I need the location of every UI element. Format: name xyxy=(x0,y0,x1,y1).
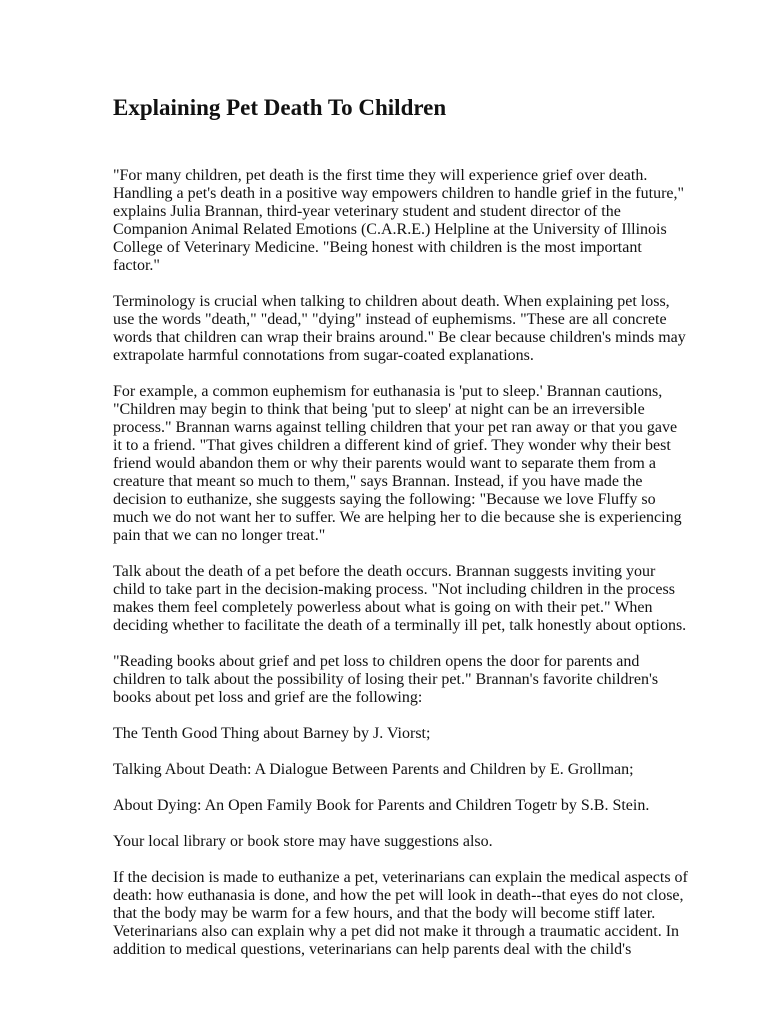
text-line: child to take part in the decision-making process. "Not including children in the process xyxy=(113,581,675,598)
document-body xyxy=(113,167,713,959)
text-line: Handling a pet's death in a positive way empowers children to handle grief in the future," xyxy=(113,185,685,202)
paragraph xyxy=(113,293,713,365)
text-line: decision to euthanize, she suggests saying the following: "Because we love Fluffy so xyxy=(113,491,656,508)
text-line: deciding whether to facilitate the death of a terminally ill pet, talk honestly about options. xyxy=(113,617,687,634)
text-line: death: how euthanasia is done, and how the pet will look in death--that eyes do not close, xyxy=(113,887,684,904)
paragraph xyxy=(113,869,713,959)
paragraph xyxy=(113,761,713,779)
paragraph xyxy=(113,563,713,635)
text-line: creature that meant so much to them," says Brannan. Instead, if you have made the xyxy=(113,473,643,490)
text-line: extrapolate harmful connotations from sugar-coated explanations. xyxy=(113,347,534,364)
text-line: that the body may be warm for a few hours, and that the body will become stiff later. xyxy=(113,905,656,922)
text-line: makes them feel completely powerless about what is going on with their pet." When xyxy=(113,599,653,616)
text-line: process." Brannan warns against telling children that your pet ran away or that you gave xyxy=(113,419,678,436)
text-line: it to a friend. "That gives children a different kind of grief. They wonder why their best xyxy=(113,437,671,454)
text-line: Your local library or book store may have suggestions also. xyxy=(113,833,493,850)
document-page xyxy=(113,94,713,977)
text-line: explains Julia Brannan, third-year veterinary student and student director of the xyxy=(113,203,621,220)
document-title: Explaining Pet Death To Children xyxy=(113,95,447,120)
text-line: "For many children, pet death is the first time they will experience grief over death. xyxy=(113,167,648,184)
text-line: pain that we can no longer treat." xyxy=(113,527,326,544)
text-line: The Tenth Good Thing about Barney by J. Viorst; xyxy=(113,725,431,742)
text-line: Talking About Death: A Dialogue Between Parents and Children by E. Grollman; xyxy=(113,761,634,778)
text-line: use the words "death," "dead," "dying" instead of euphemisms. "These are all concrete xyxy=(113,311,667,328)
text-line: addition to medical questions, veterinarians can help parents deal with the child's xyxy=(113,941,632,958)
text-line: children to talk about the possibility of losing their pet." Brannan's favorite children's xyxy=(113,671,659,688)
paragraph xyxy=(113,725,713,743)
text-line: "Children may begin to think that being 'put to sleep' at night can be an irreversible xyxy=(113,401,645,418)
text-line: much we do not want her to suffer. We are helping her to die because she is experiencing xyxy=(113,509,682,526)
text-line: College of Veterinary Medicine. "Being honest with children is the most important xyxy=(113,239,642,256)
paragraph xyxy=(113,383,713,545)
text-line: About Dying: An Open Family Book for Parents and Children Togetr by S.B. Stein. xyxy=(113,797,650,814)
text-line: factor." xyxy=(113,257,160,274)
text-line: For example, a common euphemism for euthanasia is 'put to sleep.' Brannan cautions, xyxy=(113,383,663,400)
text-line: Talk about the death of a pet before the death occurs. Brannan suggests inviting your xyxy=(113,563,656,580)
paragraph xyxy=(113,167,713,275)
text-line: Terminology is crucial when talking to children about death. When explaining pet loss, xyxy=(113,293,670,310)
text-line: "Reading books about grief and pet loss to children opens the door for parents and xyxy=(113,653,640,670)
text-line: If the decision is made to euthanize a pet, veterinarians can explain the medical aspects of xyxy=(113,869,688,886)
text-line: Companion Animal Related Emotions (C.A.R.E.) Helpline at the University of Illinois xyxy=(113,221,667,238)
paragraph xyxy=(113,653,713,707)
paragraph xyxy=(113,833,713,851)
text-line: friend would abandon them or why their parents would want to separate them from a xyxy=(113,455,656,472)
text-line: Veterinarians also can explain why a pet did not make it through a traumatic accident. In xyxy=(113,923,680,940)
paragraph xyxy=(113,797,713,815)
text-line: words that children can wrap their brains around." Be clear because children's minds may xyxy=(113,329,686,346)
text-line: books about pet loss and grief are the following: xyxy=(113,689,423,706)
